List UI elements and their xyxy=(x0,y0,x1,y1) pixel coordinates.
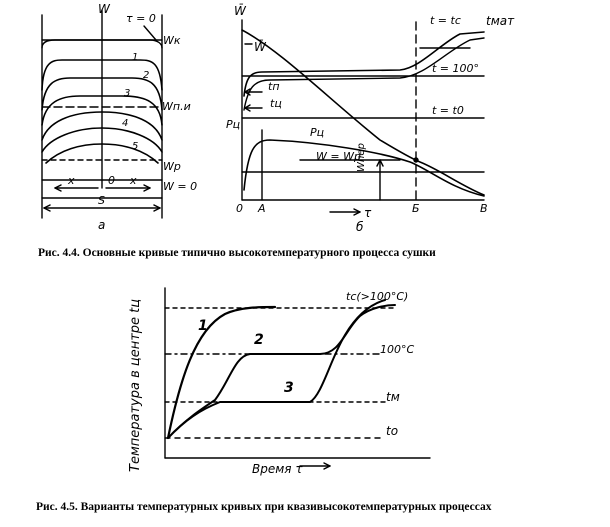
b-wper-label: Wпер xyxy=(356,143,367,172)
b-y-bottom-label: Pц xyxy=(226,118,241,131)
b-xB: Б xyxy=(412,202,420,215)
a-curve-3: 3 xyxy=(124,88,131,99)
b-tc-label: tц xyxy=(270,97,282,110)
a-curve-4: 4 xyxy=(122,118,129,129)
f45-ylabel: Температура в центре tц xyxy=(128,298,143,472)
a-curve-1: 1 xyxy=(132,52,139,63)
f45-xlabel: Время τ xyxy=(252,462,303,476)
f45-curve-1: 1 xyxy=(198,318,208,334)
figure-45-drawing xyxy=(165,288,430,469)
f45-t100-label: 100°С xyxy=(380,343,415,356)
a-tau0-label: τ = 0 xyxy=(126,12,156,25)
a-wk-label: Wк xyxy=(163,34,181,47)
b-pc-label: Pц xyxy=(310,126,325,139)
a-wpi-label: Wп.и xyxy=(162,100,191,113)
a-curve-5: 5 xyxy=(132,141,139,152)
a-curve-2: 2 xyxy=(143,70,150,81)
b-panel-label: б xyxy=(356,220,364,234)
b-y-top-label: W̄ xyxy=(234,4,246,18)
b-t-eq-100: t = 100° xyxy=(432,62,480,75)
b-t-eq-t0: t = t0 xyxy=(432,104,464,117)
b-xA: А xyxy=(258,202,266,215)
a-origin: 0 xyxy=(108,174,115,187)
a-w0-label: W = 0 xyxy=(163,180,198,193)
f45-t0-label: tо xyxy=(386,424,399,438)
figure-44-caption: Рис. 4.4. Основные кривые типично высокотемпературного процесса сушки xyxy=(38,247,436,259)
a-x-left: x xyxy=(68,174,75,187)
b-tau: τ xyxy=(364,206,372,220)
f45-curve-3: 3 xyxy=(284,380,294,396)
f45-curve-2: 2 xyxy=(254,332,264,348)
b-xV: В xyxy=(480,202,488,215)
panel-a-drawing xyxy=(42,10,162,218)
a-s-label: S xyxy=(98,194,105,207)
b-x0: 0 xyxy=(236,202,243,215)
f45-tc-label: tс(>100°С) xyxy=(346,290,409,303)
b-tp-label: tп xyxy=(268,80,280,93)
f45-tm-label: tм xyxy=(386,390,400,404)
a-x-right: x xyxy=(130,174,137,187)
b-tmax-label: tмат xyxy=(486,14,515,28)
b-w-mark: W̄ xyxy=(254,40,266,54)
b-t-eq-tc: t = tс xyxy=(430,14,461,27)
figure-45-caption: Рис. 4.5. Варианты температурных кривых при квазивысокотемпературных процессах xyxy=(36,501,492,513)
a-panel-label: а xyxy=(98,218,106,232)
a-axis-top-label: W xyxy=(98,2,110,16)
b-w-eq-wp: W = Wр xyxy=(316,150,361,163)
panel-b-drawing xyxy=(242,20,484,215)
a-wp-label: Wр xyxy=(163,160,181,173)
